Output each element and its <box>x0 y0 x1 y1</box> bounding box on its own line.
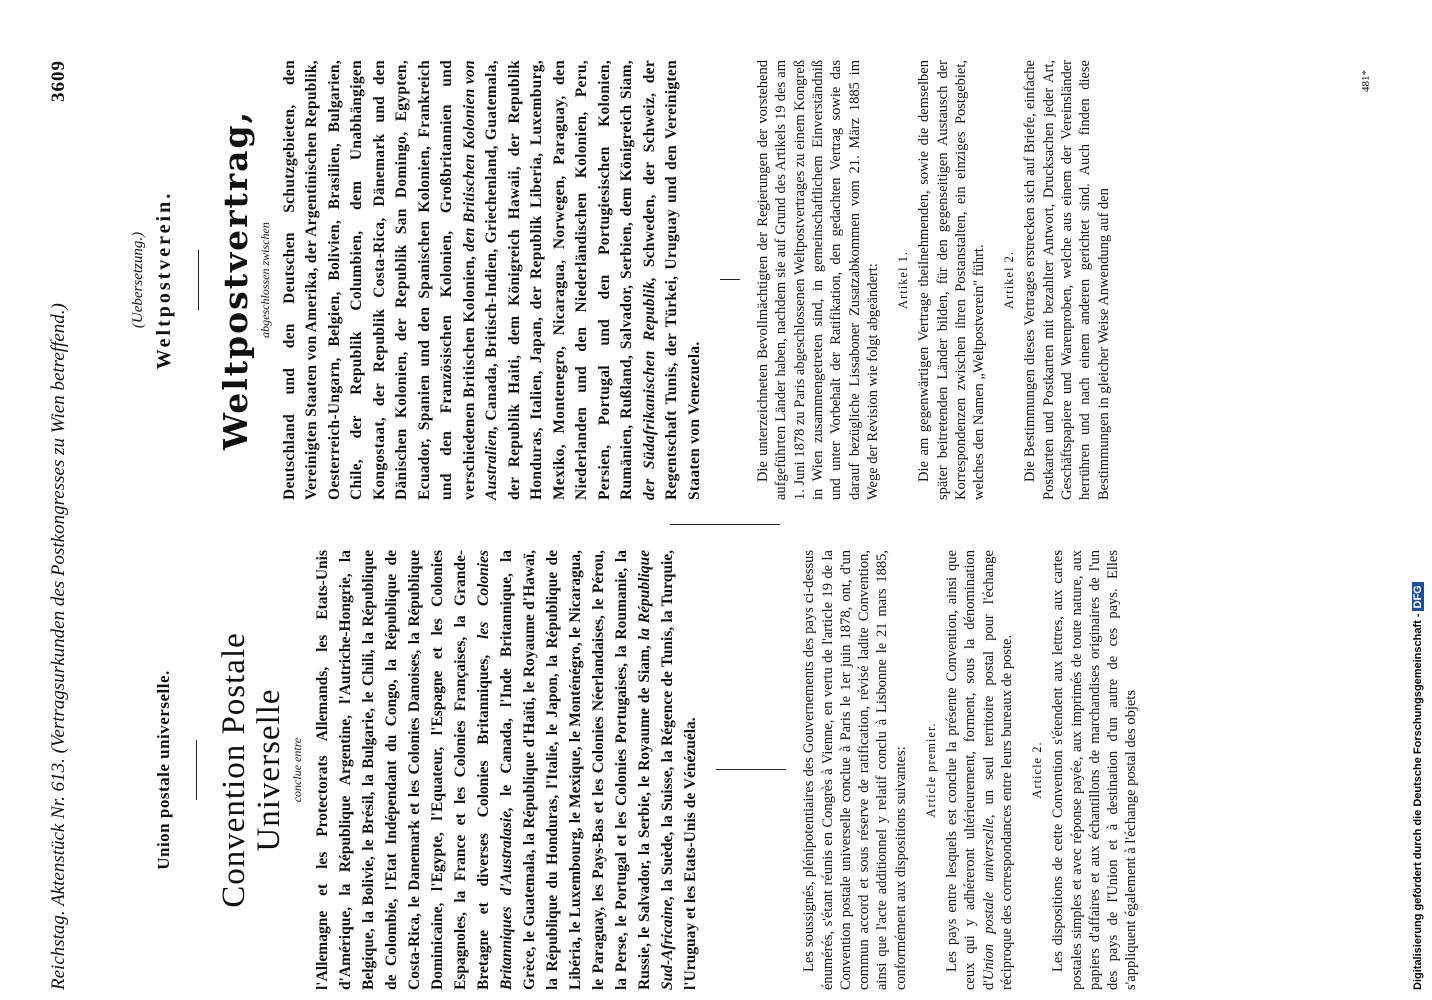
signature-mark: 481* <box>1360 70 1372 92</box>
article-1-heading-de: Artikel 1. <box>896 251 911 309</box>
article-1-heading-fr: Article premier. <box>924 722 939 818</box>
conclue-entre: conclue entre <box>290 737 305 803</box>
article-2-de: Die Bestimmungen dieses Vertrages erstrecken sich auf Briefe, einfache Postkarten und Postkarten mit bezahlter Antwort, Drucksachen jeder Art, Geschäftspapiere und Warenproben, welche aus einem der Vereinsländer herrühren und nach einem anderen gerichtet sind. Auch finden diese Bestimmungen in gleicher Weise Anwendung auf den <box>1022 60 1112 500</box>
dfg-logo: DFG <box>1412 582 1424 611</box>
contracting-parties-de: Deutschland und den Deutschen Schutzgebieten, den Vereinigten Staaten von Amerika, der Argentinischen Republik, Oesterreich-Ungarn, Belgien, Bolivien, Brasilien, Bulgarien, Chile, der Republik Columbien, dem Unabhängigen Kongostaat, der Republik Costa-Rica, Dänemark und den Dänischen Kolonien, der Republik San Domingo, Egypten, Ecuador, Spanien und den Spanischen Kolonien, Frankreich und den Französischen Kolonien, Großbritannien und verschiedenen Britischen Kolonien, den Britischen Kolonien von Australien, Canada, Britisch-Indien, Griechenland, Guatemala, der Republik Haiti, dem Königreich Hawaii, der Republik Honduras, Italien, Japan, der Republik Liberia, Luxemburg, Mexiko, Montenegro, Nicaragua, Norwegen, Paraguay, den Niederlanden und den Niederländischen Kolonien, Peru, Persien, Portugal und den Portugiesischen Kolonien, Rumänien, Rußland, Salvador, Serbien, dem Königreich Siam, der Südafrikanischen Republik, Schweden, der Schweiz, der Regentschaft Tunis, der Türkei, Uruguay und den Vereinigten Staaten von Venezuela. <box>280 60 703 500</box>
article-1-fr: Les pays entre lesquels est conclue la présente Convention, ainsi que ceux qui y adhéreront ultérieurement, forment, sous la dénomination d'Union postale universelle, un seul territoire postal pour l'échange réciproque des correspondances entre leurs bureaux de poste. <box>944 550 1015 990</box>
french-column <box>100 550 1141 990</box>
uebersetzung-label: (Uebersetzung.) <box>130 231 146 329</box>
article-1-de: Die am gegenwärtigen Vertrage theilnehmenden, sowie die demselben später beitretenden Länder bilden, für den gegenseitigen Austausch der Korrespondenzen zwischen ihren Postanstalten, ein einziges Postgebiet, welches den Namen „Weltpostverein" führt. <box>916 60 988 500</box>
article-2-heading-de: Artikel 2. <box>1002 251 1017 309</box>
convention-title: Convention Postale Universelle <box>216 632 287 908</box>
weltpostverein-heading: Weltpostverein. <box>153 190 175 370</box>
abgeschlossen-zwischen: abgeschlossen zwischen <box>257 222 272 338</box>
union-postale-heading: Union postale universelle. <box>154 670 173 870</box>
weltpostvertrag-title: Weltpostvertrag, <box>216 109 255 451</box>
contracting-parties-fr: l'Allemagne et les Protectorats Allemands, les Etats-Unis d'Amérique, la République Argentine, l'Autriche-Hongrie, la Belgique, la Bolivie, le Brésil, la Bulgarie, le Chili, la République de Colombie, l'Etat Indépendant du Congo, la République de Costa-Rica, le Danemark et les Colonies Danoises, la République Dominicaine, l'Egypte, l'Equateur, l'Espagne et les Colonies Espagnoles, la France et les Colonies Françaises, la Grande-Bretagne et diverses Colonies Britanniques, les Colonies Britanniques d'Australasie, le Canada, l'Inde Britannique, la Grèce, le Guatemala, la République d'Haïti, le Royaume d'Hawaï, la République du Honduras, l'Italie, le Japon, la République de Libéria, le Luxembourg, le Mexique, le Monténégro, le Nicaragua, le Paraguay, les Pays-Bas et les Colonies Néerlandaises, le Pérou, la Perse, le Portugal et les Colonies Portugaises, la Roumanie, la Russie, le Salvador, la Serbie, le Royaume de Siam, la République Sud-Africaine, la Suède, la Suisse, la Régence de Tunis, la Turquie, l'Uruguay et les Etats-Unis de Vénézuéla. <box>314 549 700 990</box>
preamble-de: Die unterzeichneten Bevollmächtigten der Regierungen der vorstehend aufgeführten Länder haben, nachdem sie auf Grund des Artikels 19 des am 1. Juni 1878 zu Paris abgeschlossenen Weltpostvertrages zu einem Kongreß in Wien zusammengetreten sind, in gemeinschaftlichem Einverständniß und unter Vorbehalt der Ratifikation, den gedachten Vertrag sowie das darauf bezügliche Lissaboner Zusatzabkommen vom 21. März 1885 im Wege der Revision wie folgt abgeändert: <box>755 60 881 500</box>
german-column <box>100 60 1113 500</box>
article-2-fr: Les dispositions de cette Convention s'étendent aux lettres, aux cartes postales simples et avec réponse payée, aux imprimés de toute nature, aux papiers d'affaires et aux échantillons de marchandises originaires de l'un des pays de l'Union et à destination d'un autre de ces pays. Elles s'appliquent également à l'échange postal des objets <box>1050 550 1140 990</box>
preamble-fr: Les soussignés, plénipotentiaires des Gouvernements des pays ci-dessus énumérés, s'étant réunis en Congrès à Vienne, en vertu de l'article 19 de la Convention postale universelle conclue à Paris le 1er juin 1878, ont, d'un commun accord et sous réserve de ratification, révisé ladite Convention, ainsi que l'acte additionnel y relatif conclu à Lisbonne le 21 mars 1885, conformément aux dispositions suivantes: <box>801 550 909 990</box>
page-number: 3609 <box>48 60 69 102</box>
article-2-heading-fr: Article 2. <box>1030 741 1045 799</box>
section-rule <box>720 280 740 281</box>
divider <box>196 740 197 800</box>
divider <box>198 250 199 310</box>
column-divider <box>670 524 780 525</box>
header-title: Reichstag. Aktenstück Nr. 613. (Vertragsurkunden des Postkongresses zu Wien betreffend.) <box>48 303 69 990</box>
dfg-credit: Digitalisierung gefördert durch die Deutsche Forschungsgemeinschaft -DFG <box>1412 582 1424 990</box>
running-header <box>48 40 78 1000</box>
section-rule <box>716 770 786 771</box>
document-page <box>30 40 1410 1000</box>
